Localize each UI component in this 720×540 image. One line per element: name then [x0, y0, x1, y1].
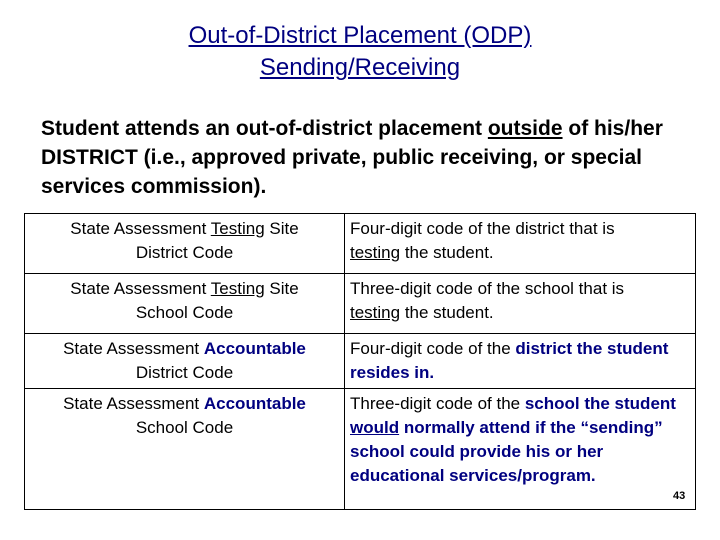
field-name-cell [25, 334, 345, 389]
field-description-text: Four-digit code of the district that is [350, 219, 615, 238]
field-description-underlined-would: would [350, 418, 400, 437]
field-name-underlined: Testing [210, 279, 265, 298]
intro-text-end: of his/her DISTRICT (i.e., approved private, public receiving, or special services commission). [41, 117, 663, 198]
table-row [25, 389, 696, 510]
field-name-line-2: School Code [135, 418, 234, 437]
field-description-cell [345, 214, 696, 274]
intro-paragraph [41, 114, 691, 201]
field-description-underlined: testing [350, 243, 401, 262]
field-name-line-2: District Code [135, 243, 234, 262]
field-name-text: State Assessment [70, 279, 211, 298]
field-description-emphasis: district the student resides in. [350, 339, 669, 382]
field-description-text: Three-digit code of the [350, 394, 525, 413]
field-description-text: Four-digit code of the [350, 339, 516, 358]
field-name-text-end: Site [264, 279, 299, 298]
table-row [25, 334, 696, 389]
field-name-text: State Assessment [63, 394, 204, 413]
field-description-emphasis: school the student [524, 394, 676, 413]
field-name-underlined: Testing [210, 219, 265, 238]
field-name-cell [25, 274, 345, 334]
slide-title-line-1: Out-of-District Placement (ODP) [188, 22, 532, 49]
field-description-text-end: the student. [400, 303, 494, 322]
field-name-text-end: Site [264, 219, 299, 238]
intro-emphasis-outside: outside [487, 117, 563, 140]
field-description-cell [345, 274, 696, 334]
code-definitions-table [24, 213, 696, 510]
slide-title [0, 20, 720, 84]
field-description-text: Three-digit code of the school that is [350, 279, 625, 298]
slide-title-line-2: Sending/Receiving [259, 54, 461, 81]
field-name-text: State Assessment [70, 219, 211, 238]
field-name-cell [25, 389, 345, 510]
field-description-underlined: testing [350, 303, 401, 322]
slide-page-number: 43 [673, 490, 686, 502]
field-name-cell [25, 214, 345, 274]
field-description-cell [345, 334, 696, 389]
field-name-line-2: District Code [135, 363, 234, 382]
field-description-text-end: the student. [400, 243, 494, 262]
intro-text-start: Student attends an out-of-district placement [41, 117, 488, 140]
field-name-line-2: School Code [135, 303, 234, 322]
field-description-emphasis-end: normally attend if the “sending” school could provide his or her educational services/program. [350, 418, 663, 485]
field-name-text: State Assessment [63, 339, 204, 358]
field-name-accountable: Accountable [203, 394, 306, 413]
field-name-accountable: Accountable [203, 339, 306, 358]
table-row [25, 214, 696, 274]
field-description-cell [345, 389, 696, 510]
table-row [25, 274, 696, 334]
